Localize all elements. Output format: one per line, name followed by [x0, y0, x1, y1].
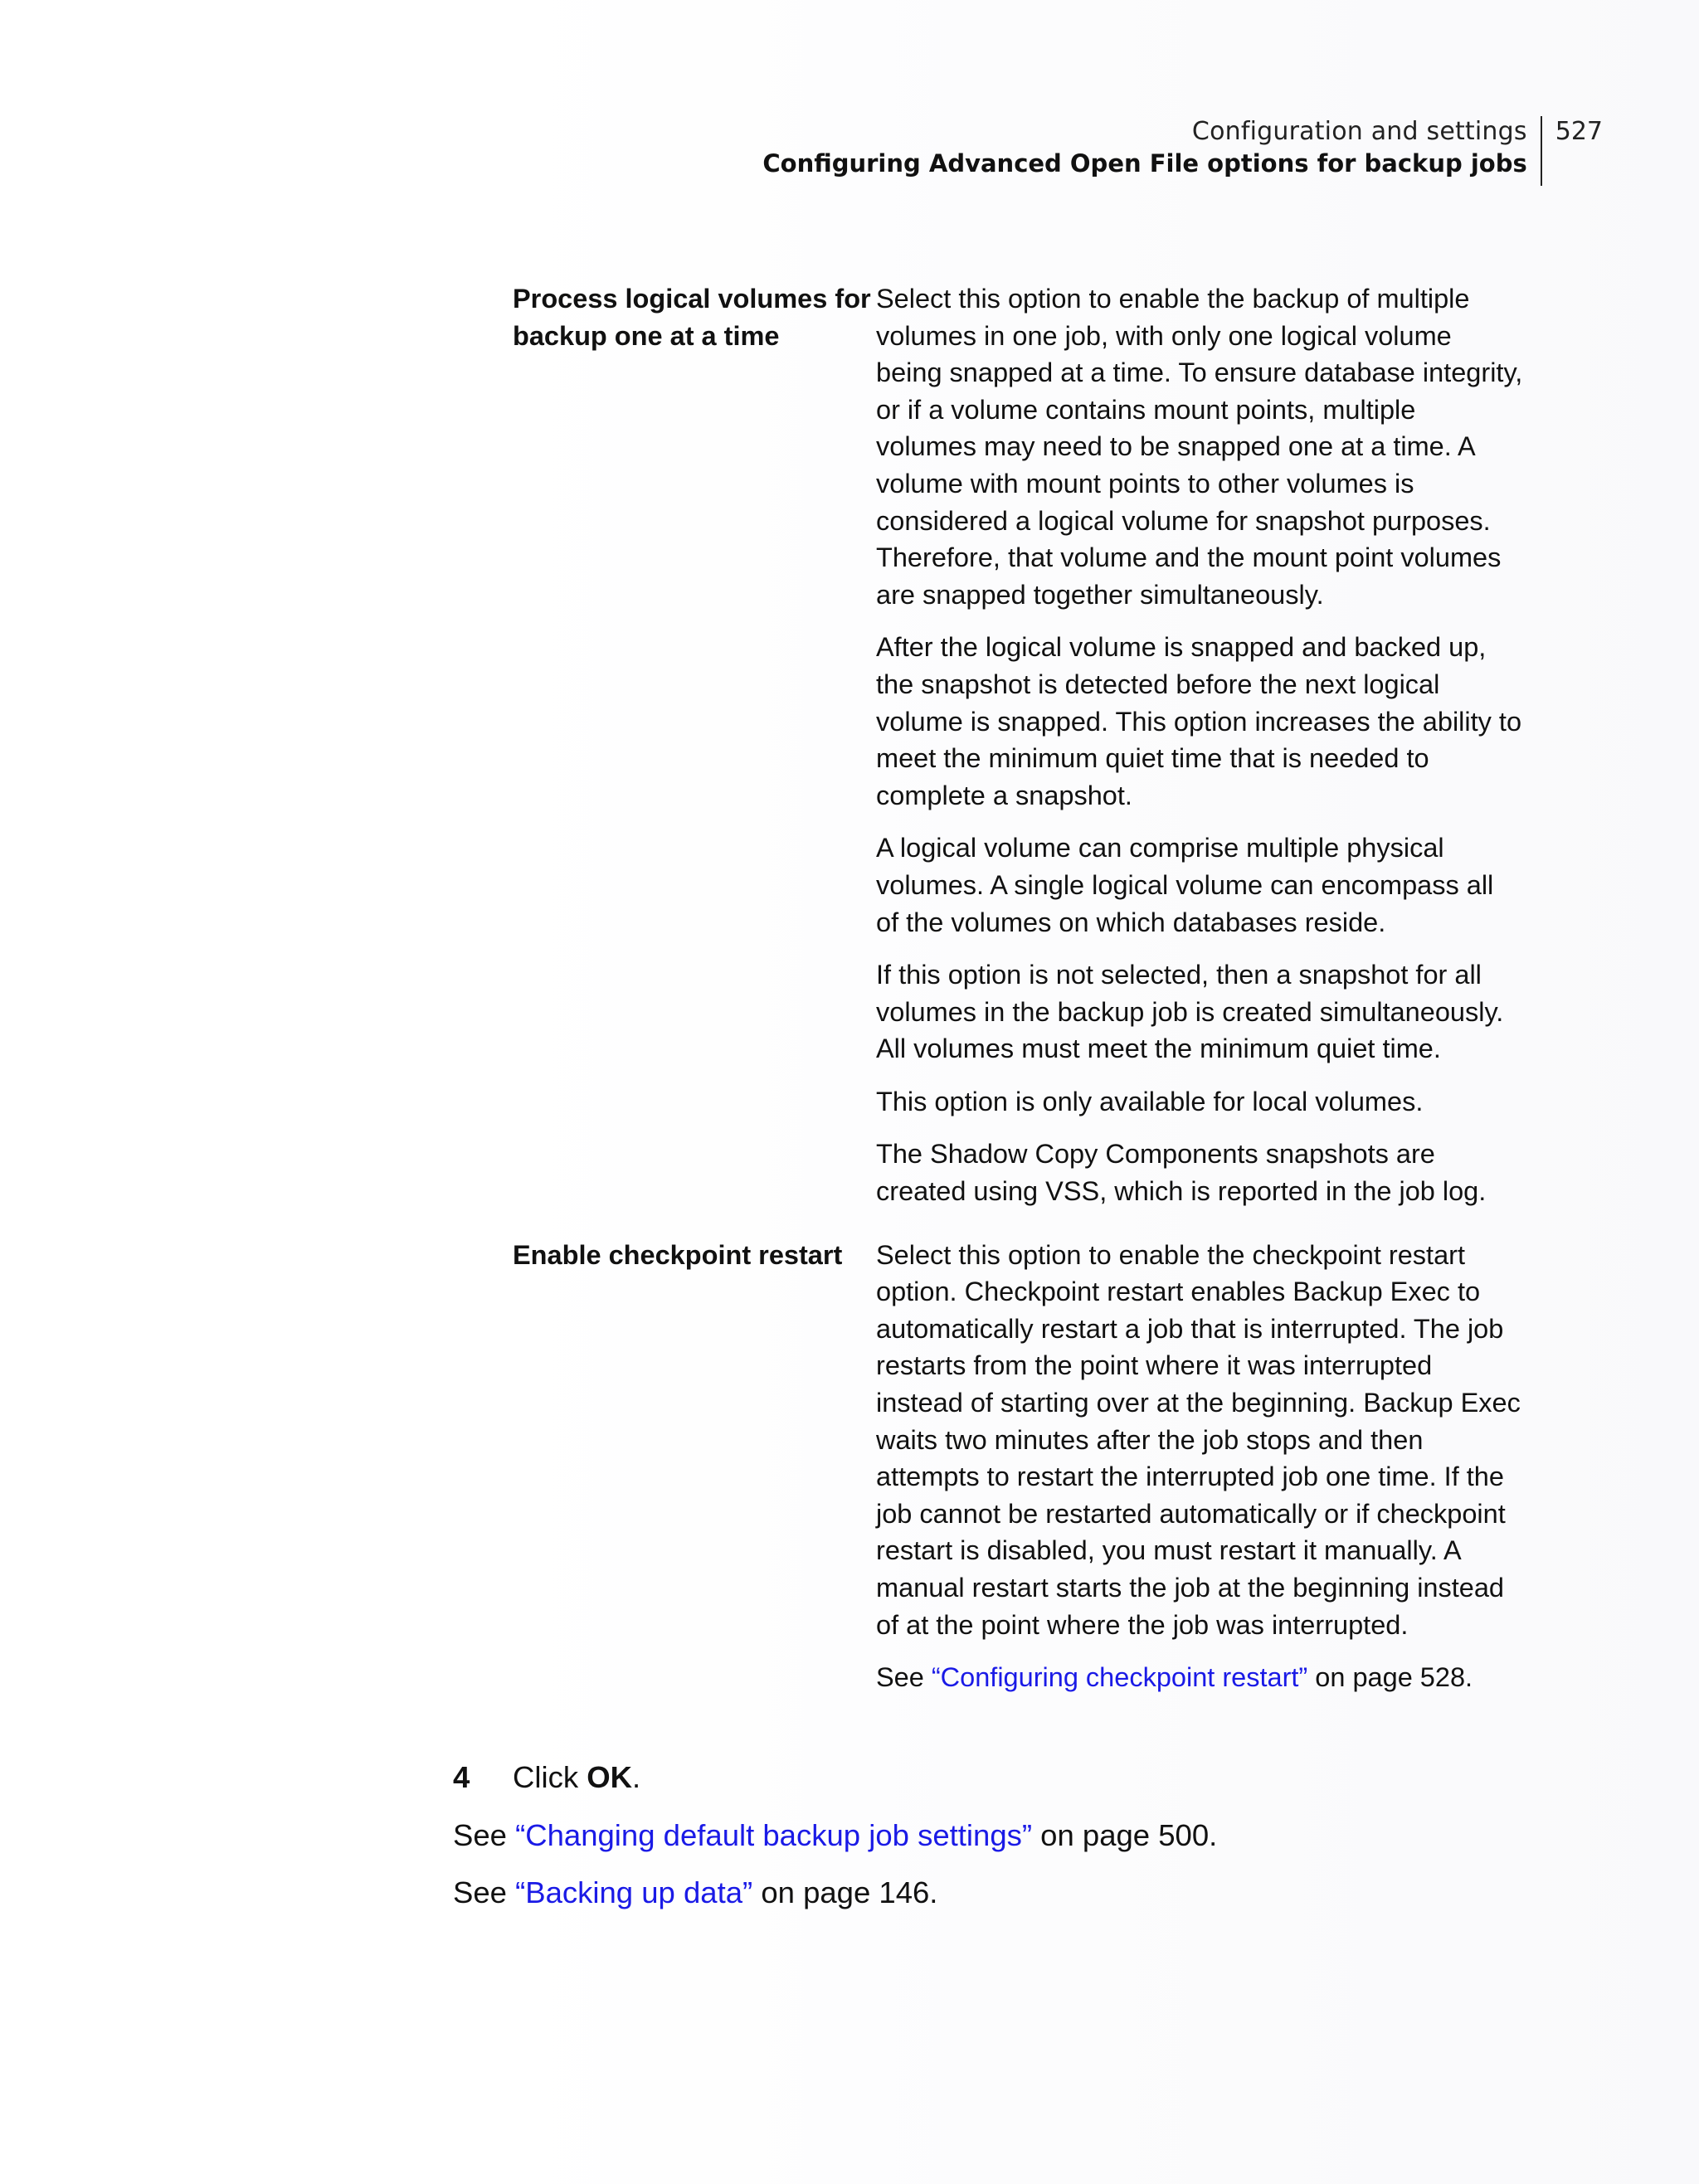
- option-row-logical-volumes: [513, 280, 1525, 1210]
- option-term: Process logical volumes for backup one at a time: [513, 284, 871, 351]
- option-row-checkpoint-restart: [513, 1237, 1525, 1696]
- see-suffix: on page 500.: [1032, 1818, 1218, 1852]
- option-description: [876, 1237, 1523, 1696]
- backing-up-data-link[interactable]: “Backing up data”: [515, 1875, 753, 1909]
- see-also-list: [453, 1815, 1217, 1929]
- see-suffix: on page 528.: [1307, 1662, 1473, 1693]
- see-also-line: [453, 1815, 1217, 1856]
- option-paragraph: After the logical volume is snapped and backed up, the snapshot is detected before the next logical volume is snapped. This option increases the ability to meet the minimum quiet time that is needed to complete a snapshot.: [876, 632, 1522, 810]
- option-paragraph: Select this option to enable the backup of multiple volumes in one job, with only one logical volume being snapped at a time. To ensure database integrity, or if a volume contains mount points, multiple volumes may need to be snapped one at a time. A volume with mount points to other volumes is considered a logical volume for snapshot purposes. Therefore, that volume and the mount point volumes are snapped together simultaneously.: [876, 284, 1523, 610]
- option-description: [876, 280, 1523, 1210]
- see-prefix: See: [453, 1818, 516, 1852]
- see-suffix: on page 146.: [752, 1875, 938, 1909]
- step-text: [513, 1757, 640, 1798]
- see-prefix: See: [876, 1662, 932, 1693]
- option-paragraph: Select this option to enable the checkpoint restart option. Checkpoint restart enables Backup Exec to automatically restart a job that is interrupted. The job restarts from the point where it was interrupted instead of starting over at the beginning. Backup Exec waits two minutes after the job stops and then attempts to restart the interrupted job one time. If the job cannot be restarted automatically or if checkpoint restart is disabled, you must restart it manually. A manual restart starts the job at the beginning instead of at the point where the job was interrupted.: [876, 1239, 1521, 1640]
- page-number: 527: [1555, 117, 1603, 146]
- see-prefix: See: [453, 1875, 516, 1909]
- step-bold-ok: OK: [587, 1760, 632, 1794]
- header-chapter-title: Configuration and settings: [1191, 117, 1527, 146]
- step-suffix: .: [631, 1760, 641, 1794]
- option-term: Enable checkpoint restart: [513, 1239, 843, 1270]
- option-paragraph: If this option is not selected, then a snapshot for all volumes in the backup job is created simultaneously. All volumes must meet the minimum quiet time.: [876, 960, 1504, 1064]
- configuring-checkpoint-restart-link[interactable]: “Configuring checkpoint restart”: [931, 1662, 1308, 1693]
- header-section-title: Configuring Advanced Open File options for backup jobs: [762, 149, 1527, 178]
- step-number: 4: [453, 1760, 470, 1794]
- changing-default-backup-job-settings-link[interactable]: “Changing default backup job settings”: [515, 1818, 1033, 1852]
- see-also-line: [876, 1659, 1523, 1696]
- option-paragraph: A logical volume can comprise multiple physical volumes. A single logical volume can encompass all of the volumes on which databases reside.: [876, 833, 1494, 937]
- options-table: [513, 280, 1525, 1696]
- see-also-line: [453, 1872, 1217, 1914]
- header-titles: [762, 116, 1541, 186]
- step-prefix: Click: [513, 1760, 587, 1794]
- running-header: [762, 116, 1603, 186]
- option-paragraph: The Shadow Copy Components snapshots are created using VSS, which is reported in the job log.: [876, 1139, 1487, 1207]
- procedure-step: [453, 1757, 640, 1798]
- option-paragraph: This option is only available for local volumes.: [876, 1086, 1424, 1116]
